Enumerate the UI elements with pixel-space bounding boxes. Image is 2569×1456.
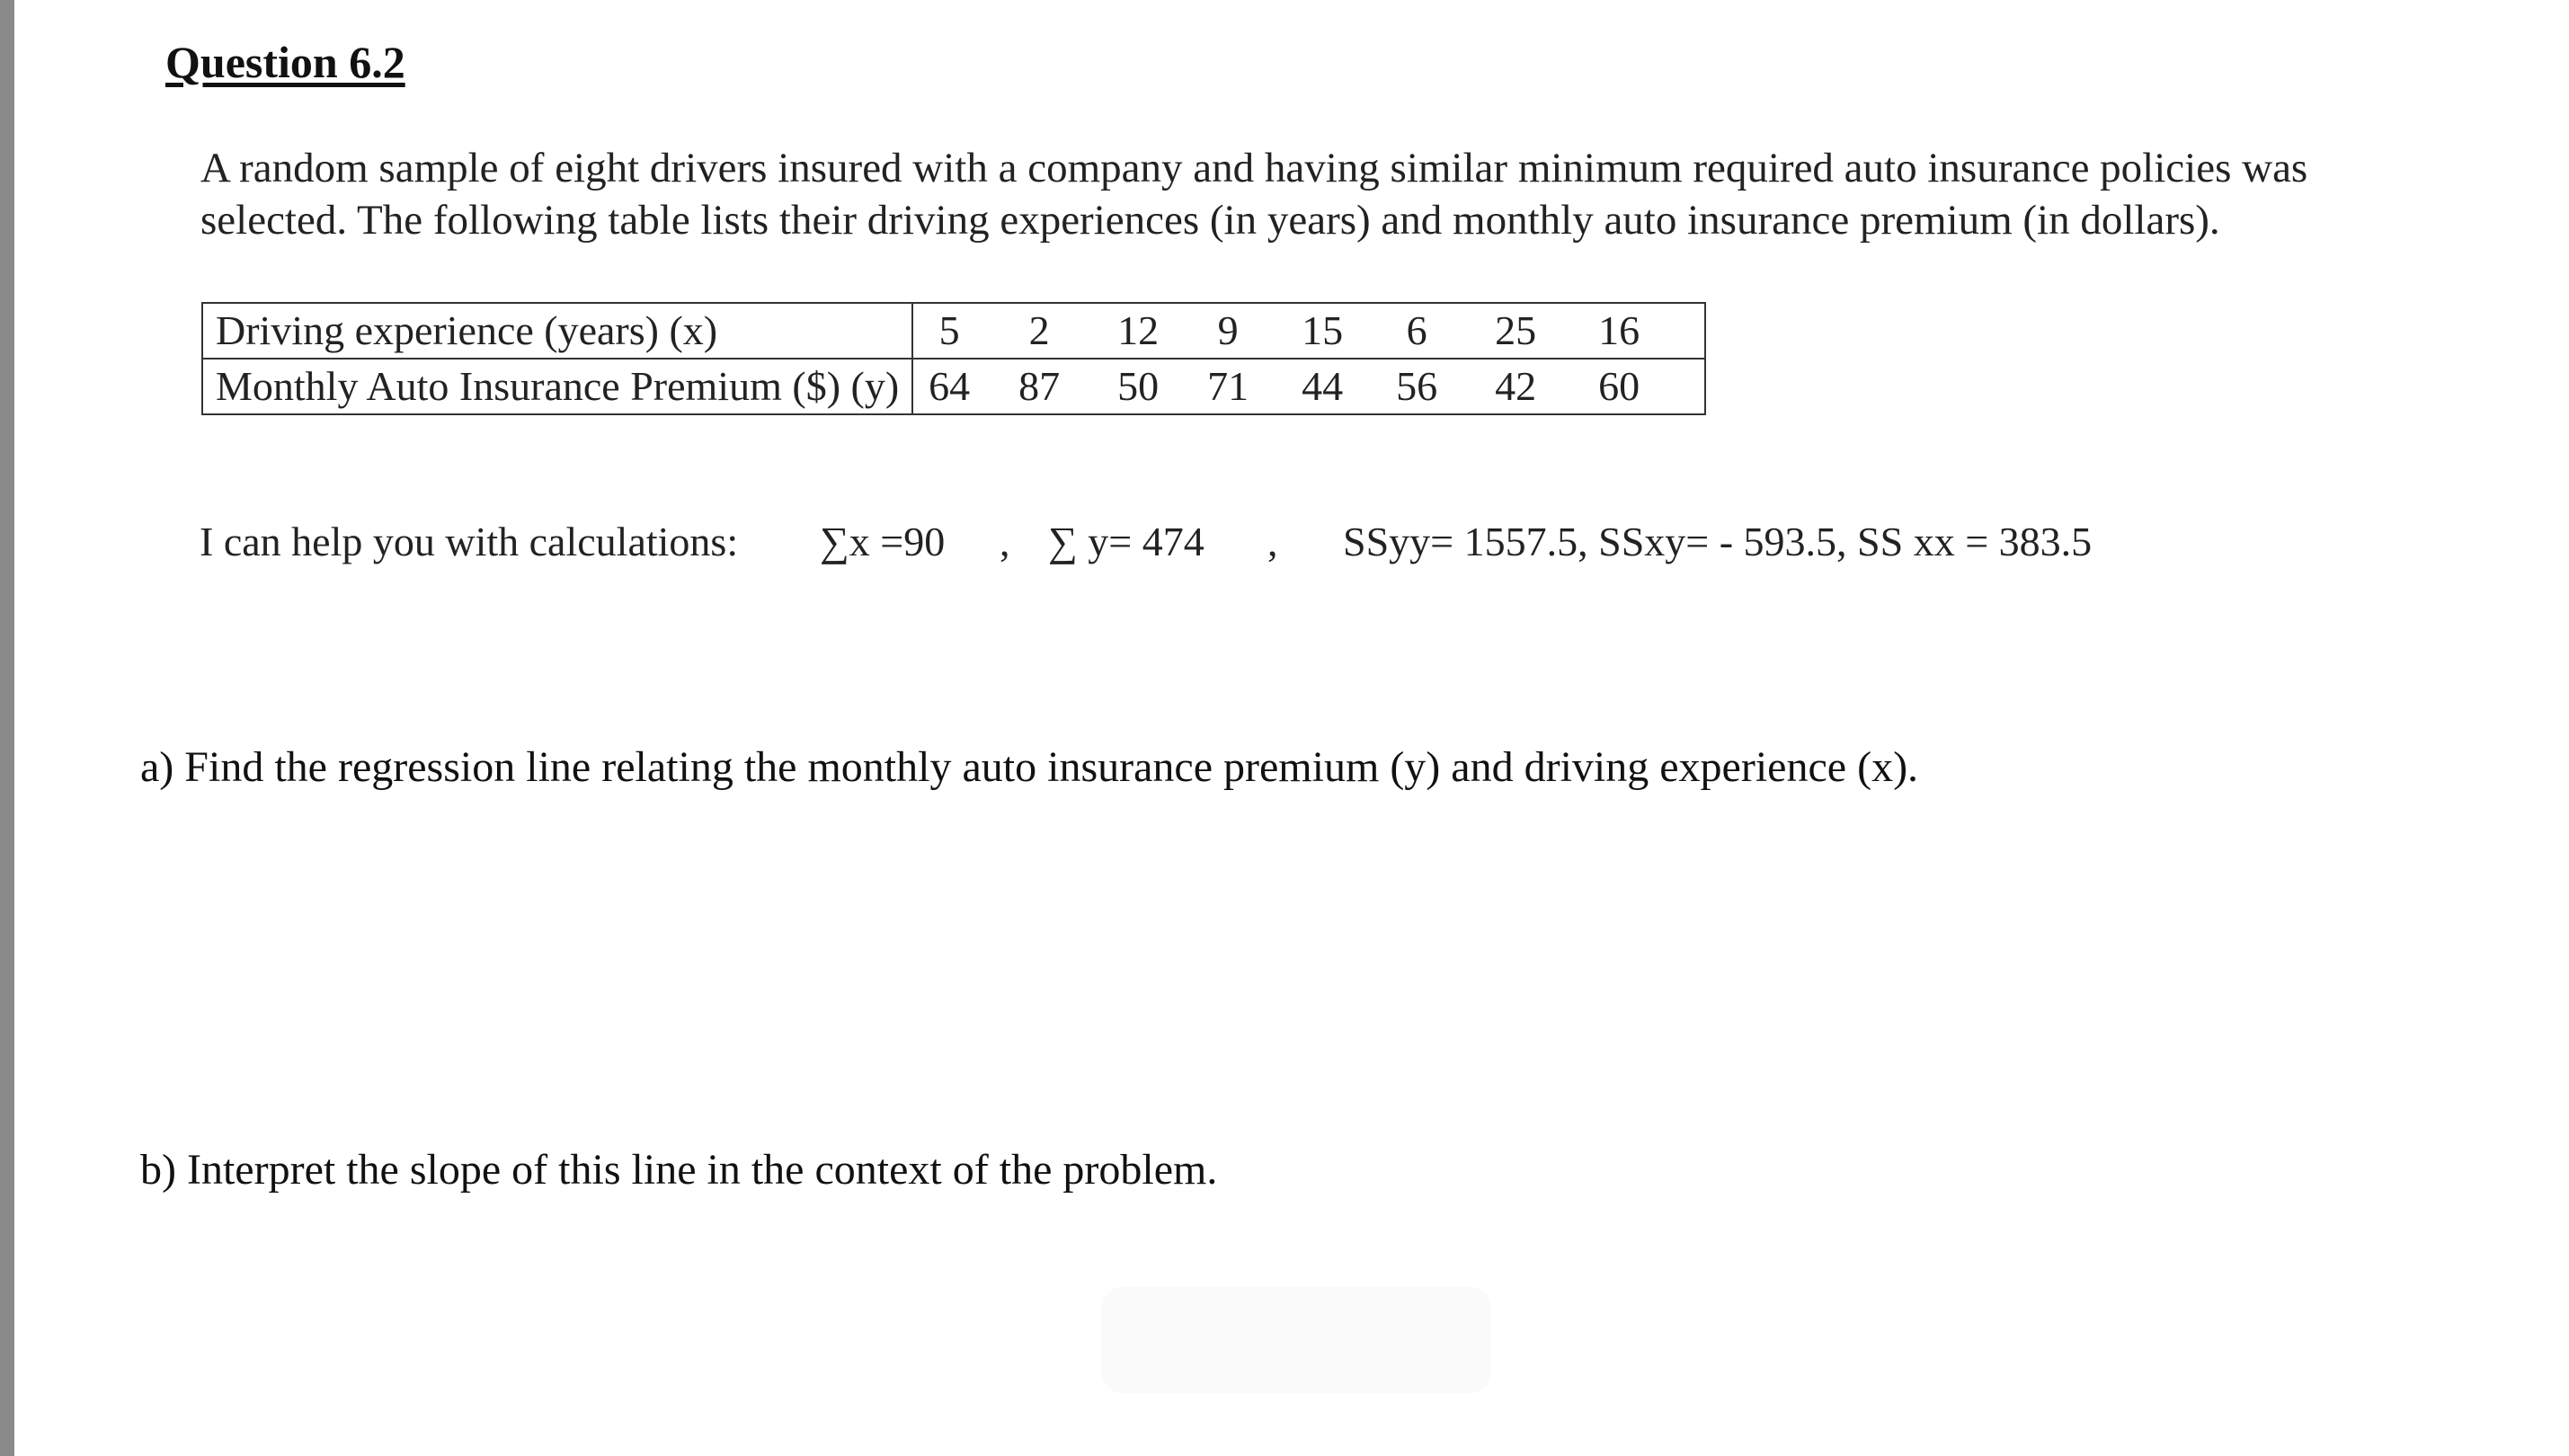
faint-overlay-box — [1102, 1287, 1490, 1393]
table-cell: 5 — [938, 307, 960, 353]
table-cell: 15 — [1302, 307, 1344, 353]
row-values-y — [912, 359, 1705, 414]
table-cell: 16 — [1598, 307, 1640, 353]
table-cell: 60 — [1598, 363, 1640, 409]
table-cell: 56 — [1396, 363, 1438, 409]
document-page — [14, 0, 2569, 1456]
table-row-y — [202, 359, 1705, 414]
table-cell: 6 — [1406, 307, 1427, 353]
question-a: a) Find the regression line relating the monthly auto insurance premium (y) and driving experience (x). — [140, 743, 1919, 791]
left-edge-bar — [0, 0, 14, 1456]
table-cell: 25 — [1495, 307, 1537, 353]
question-b: b) Interpret the slope of this line in the context of the problem. — [140, 1146, 1218, 1194]
table-cell: 44 — [1302, 363, 1344, 409]
question-title: Question 6.2 — [165, 37, 405, 87]
table-cell: 87 — [1018, 363, 1061, 409]
sum-y: ∑ y= 474 — [1048, 519, 1204, 564]
row-label-x: Driving experience (years) (x) — [202, 303, 912, 359]
table-cell: 42 — [1495, 363, 1537, 409]
intro-paragraph: A random sample of eight drivers insured with a company and having similar minimum required auto insurance policies was selected. The following table lists their driving experiences (in years) and monthly auto insurance premium (in dollars). — [200, 145, 2308, 244]
calc-separator-2: , — [1267, 519, 1278, 564]
table-cell: 64 — [929, 363, 971, 409]
data-table — [201, 302, 1706, 415]
row-label-y: Monthly Auto Insurance Premium ($) (y) — [202, 359, 912, 414]
calc-separator-1: , — [1000, 519, 1010, 564]
table-row-x — [202, 303, 1705, 359]
table-cell: 71 — [1207, 363, 1249, 409]
table-cell: 9 — [1217, 307, 1239, 353]
sum-x: ∑x =90 — [820, 519, 946, 564]
table-cell: 12 — [1117, 307, 1160, 353]
row-values-x — [912, 303, 1705, 359]
table-cell: 2 — [1028, 307, 1050, 353]
table-cell: 50 — [1117, 363, 1160, 409]
stats-values: SSyy= 1557.5, SSxy= - 593.5, SS xx = 383.5 — [1343, 519, 2093, 564]
calc-prefix: I can help you with calculations: — [200, 519, 739, 564]
